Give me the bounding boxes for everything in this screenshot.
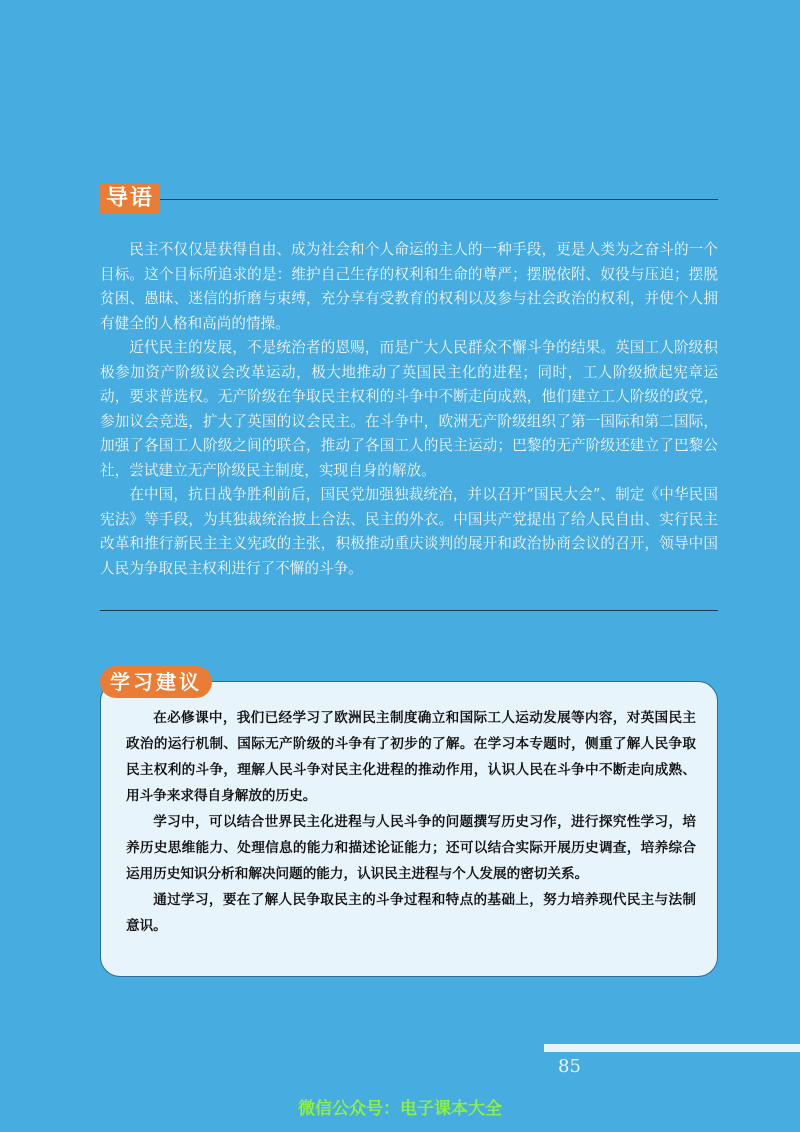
- intro-paragraph: 民主不仅仅是获得自由、成为社会和个人命运的主人的一种手段，更是人类为之奋斗的一个目标。这个目标所追求的是：维护自己生存的权利和生命的尊严；摆脱依附、奴役与压迫；摆脱贫困、愚昧、迷信的折磨与束缚，充分享有受教育的权利以及参与社会政治的权利，并使个人拥有健全的人格和高尚的情操。: [100, 241, 718, 332]
- advice-paragraph: 通过学习，要在了解人民争取民主的斗争过程和特点的基础上，努力培养现代民主与法制意识。: [126, 892, 696, 934]
- intro-paragraph: 在中国，抗日战争胜利前后，国民党加强独裁统治，并以召开“国民大会”、制定《中华民国宪法》等手段，为其独裁统治披上合法、民主的外衣。中国共产党提出了给人民自由、实行民主改革和推行新民主主义宪政的主张，积极推动重庆谈判的展开和政治协商会议的召开，领导中国人民为争取民主权利进行了不懈的斗争。: [100, 486, 718, 577]
- intro-heading-rule: [160, 199, 718, 200]
- page-number: 85: [558, 1056, 581, 1077]
- intro-body: [100, 238, 718, 581]
- watermark-text: 微信公众号：电子课本大全: [298, 1099, 502, 1119]
- advice-paragraph: 在必修课中，我们已经学习了欧洲民主制度确立和国际工人运动发展等内容，对英国民主政治的运行机制、国际无产阶级的斗争有了初步的了解。在学习本专题时，侧重了解人民争取民主权利的斗争，理解人民斗争对民主化进程的推动作用，认识人民在斗争中不断走向成熟、用斗争来求得自身解放的历史。: [126, 710, 696, 804]
- study-advice-heading: 学习建议: [100, 666, 212, 698]
- intro-heading: 导语: [100, 184, 160, 214]
- advice-paragraph: 学习中，可以结合世界民主化进程与人民斗争的问题撰写历史习作，进行探究性学习，培养历史思维能力、处理信息的能力和描述论证能力；还可以结合实际开展历史调查，培养综合运用历史知识分析和解决问题的能力，认识民主进程与个人发展的密切关系。: [126, 814, 696, 882]
- study-advice-body: [126, 705, 696, 939]
- intro-paragraph: 近代民主的发展，不是统治者的恩赐，而是广大人民群众不懈斗争的结果。英国工人阶级积极参加资产阶级议会改革运动，极大地推动了英国民主化的进程；同时，工人阶级掀起宪章运动，要求普选权。无产阶级在争取民主权利的斗争中不断走向成熟，他们建立工人阶级的政党，参加议会竞选，扩大了英国的议会民主。在斗争中，欧洲无产阶级组织了第一国际和第二国际，加强了各国工人阶级之间的联合，推动了各国工人的民主运动；巴黎的无产阶级还建立了巴黎公社，尝试建立无产阶级民主制度，实现自身的解放。: [100, 339, 718, 479]
- intro-bottom-rule: [100, 610, 718, 611]
- page-number-stripe: [544, 1044, 800, 1052]
